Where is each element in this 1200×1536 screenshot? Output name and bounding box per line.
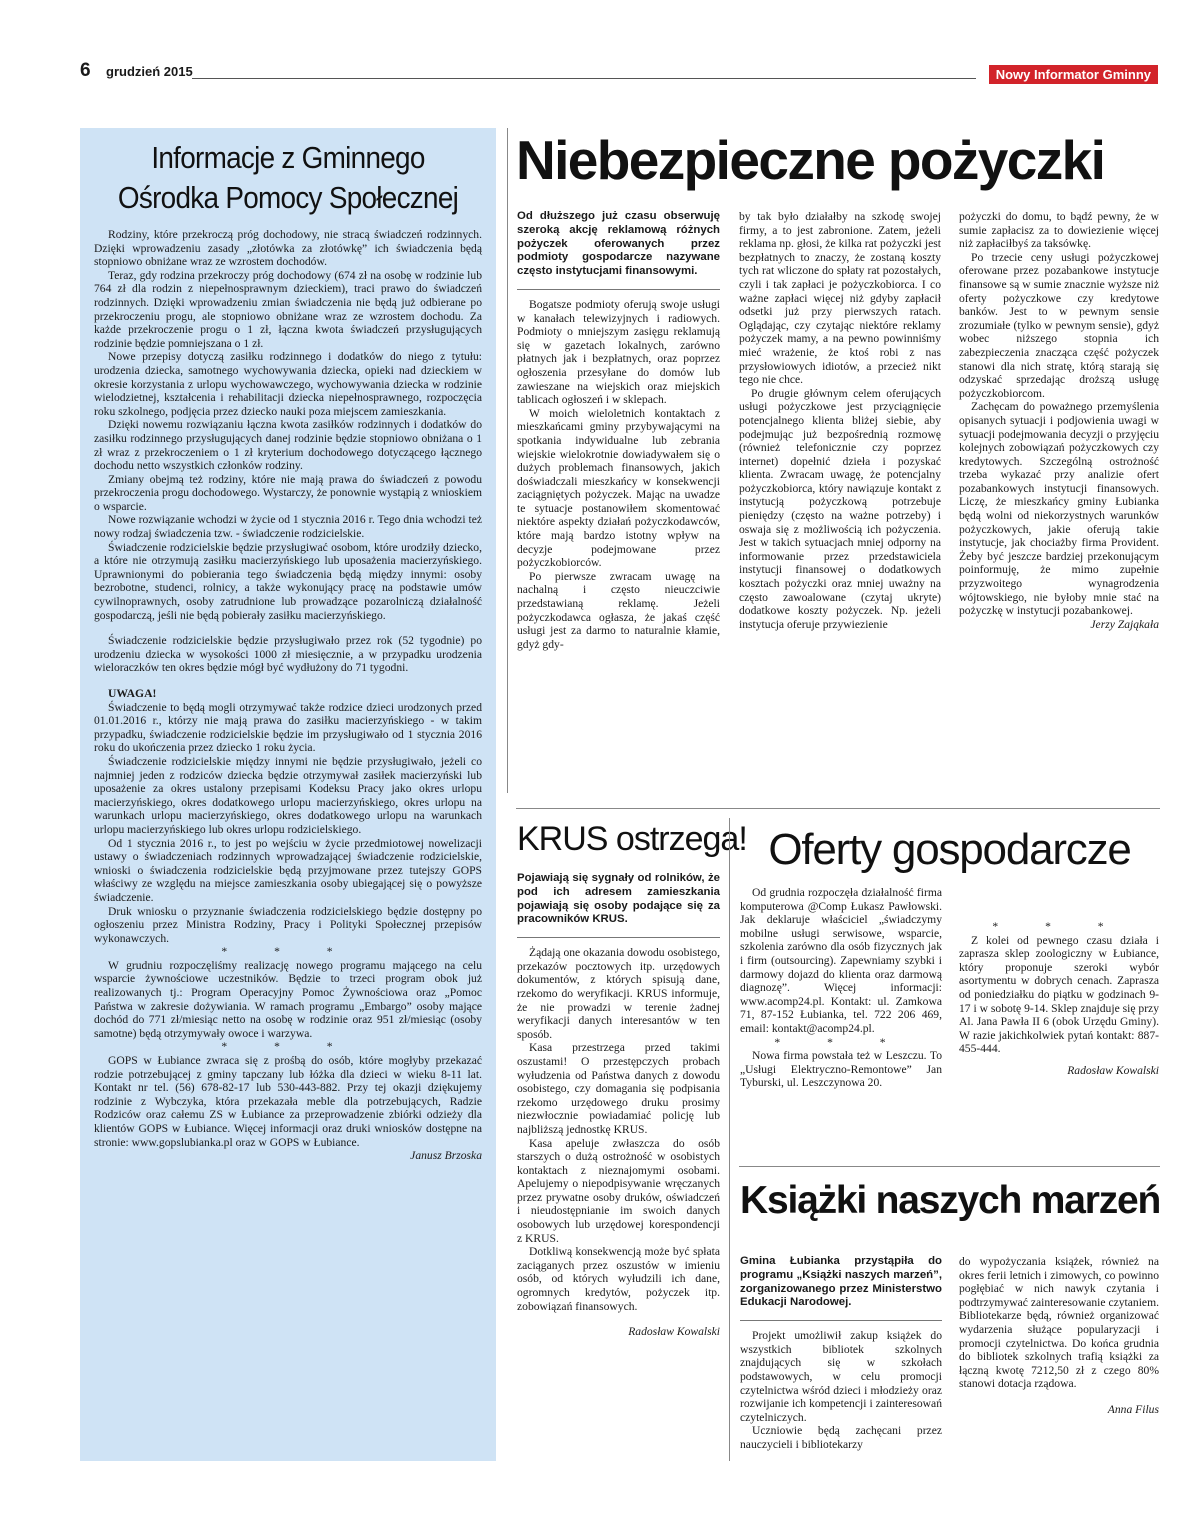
gops-paragraph: Rodziny, które przekroczą próg dochodowy, nie stracą świadczeń rodzinnych. Dzięki wprowadzeniu zasady „złotówka za złotówkę” ich świadczenia będą stopniowo obniżane wraz ze wzrostem dochodów. [94, 228, 482, 269]
lead-rule [517, 937, 720, 938]
krus-author: Radosław Kowalski [628, 1325, 720, 1339]
gops-title-line2: Ośrodka Pomocy Społecznej [117, 180, 459, 215]
section-separator: * * * [221, 1040, 355, 1054]
loans-column-3 [959, 210, 1159, 631]
gops-title [113, 138, 462, 218]
books-paragraph: Projekt umożliwił zakup książek do wszystkich bibliotek szkolnych znajdujących się w szkołach podstawowych, w celu promocji czytelnictwa wśród dzieci i młodzieży oraz rozwijanie ich kompetencji i zainteresowań czytelniczych. [740, 1329, 942, 1424]
loans-paragraph: Po trzecie ceny usługi pożyczkowej oferowane przez pozabankowe instytucje finansowe są w sumie znacznie wyższe niż oferty pożyczkowe czy kredytowe banków. Jest to w pewnym sensie zrozumiałe (tylko w pewnym sensie), gdyż wobec niższego stopnia ich zabezpieczenia znacząca część pożyczek stanowi dla nich stratę, którą starają się odzyskać sprzedając droższą usługę pożyczkobiorcom. [959, 250, 1159, 400]
gops-paragraph: Świadczenie rodzicielskie będzie przysługiwać osobom, które urodziły dziecko, a które nie otrzymują zasiłku macierzyńskiego lub uposażenia macierzyńskiego. Uprawnionymi do pobierania tego świadczenia będą między innymi: osoby bezrobotne, studenci, rolnicy, a także wykonujący pracę na podstawie umów cywilnoprawnych, osoby zatrudnione lub prowadzące pozarolniczą działalność gospodarczą, jeśli nie będą pobierały zasiłku macierzyńskiego. [94, 540, 482, 622]
loans-lead: Od dłuższego już czasu obserwuję szeroką akcję reklamową różnych pożyczek oferowanych przez podmioty gospodarcze nazywane często instytucjami finansowymi. [517, 210, 720, 278]
gops-paragraph: Świadczenie rodzicielskie będzie przysługiwało przez rok (52 tygodnie) po urodzeniu dziecka w wysokości 1000 zł miesięcznie, a w przypadku urodzenia wieloraczków ten okres będzie mógł być wydłużony do 71 tygodni. [94, 634, 482, 675]
publication-badge: Nowy Informator Gminny [989, 65, 1158, 84]
offers-paragraph: Nowa firma powstała też w Leszczu. To „Usługi Elektryczno-Remontowe” Jan Tyburski, ul. Leszczynowa 20. [740, 1049, 942, 1090]
books-column-2 [959, 1255, 1159, 1417]
lead-rule [517, 289, 720, 290]
krus-paragraph: Żądają one okazania dowodu osobistego, przekazów pocztowych itp. urzędowych dokumentów, z których spisują dane, rzekomo do weryfikacji. KRUS informuje, że nie prowadzi w terenie żadnej weryfikacji danych interesantów w ten sposób. [517, 946, 720, 1041]
loans-title: Niebezpieczne pożyczki [516, 129, 1105, 191]
krus-paragraph: Kasa przestrzega przed takimi oszustami! O przestępczych probach wyłudzenia od Państwa danych z dowodu osobistego, czy domagania się podpisania rzekomo urzędowego druku prosimy niezwłocznie powiadamiać policję lub najbliższą jednostkę KRUS. [517, 1041, 720, 1136]
loans-column-2 [739, 210, 941, 631]
page-header [80, 60, 1158, 86]
books-author: Anna Filus [1107, 1402, 1159, 1416]
gops-paragraph: GOPS w Łubiance zwraca się z prośbą do osób, które mogłyby przekazać rodzie potrzebującej z gminy tapczany lub łóżka dla dzieci w wieku 8-11 lat. Kontakt nr tel. (56) 678-82-17 lub 530-443-882. Przy tej okazji dziękujemy rodzinie z Wybczyka, która przekazała meble dla potrzebujących, Radzie Rodziców oraz całemu ZS w Łubiance za przeprowadzenie zbiórki odzieży dla klientów GOPS w Łubiance. Więcej informacji oraz druki wniosków dostępne na stronie: www.gopslubianka.pl oraz w GOPS w Łubiance. [94, 1054, 482, 1149]
loans-column-1 [517, 210, 720, 651]
krus-paragraph: Kasa apeluje zwłaszcza do osób starszych o dużą ostrożność w osobistych kontaktach z nieznajomymi osobami. Apelujemy o niepodpisywanie wręczanych przez prywatne osoby druków, oświadczeń i nieudostępnianie im swoich danych osobowych lub urzędowej korespondencji z KRUS. [517, 1136, 720, 1245]
loans-paragraph: Po pierwsze zwracam uwagę na nachalną i często nieuczciwie przedstawianą reklamę. Jeżeli pożyczkodawca ogłasza, że jakaś część usługi jest za darmo to naturalnie kłamie, gdyż gdy- [517, 569, 720, 651]
books-title: Książki naszych marzeń [740, 1179, 1161, 1222]
gops-paragraph: Teraz, gdy rodzina przekroczy próg dochodowy (674 zł na osobę w rodzinie lub 764 zł dla rodzin z niepełnosprawnym dzieckiem), traci prawo do świadczeń rodzinnych. Dzięki wprowadzeniu zmian świadczenia nie będą już odbierane po przekroczeniu progu, ale stopniowo obniżane wraz ze wzrostem dochodu. Za każde przekroczenie progu o 1 zł, łączna kwota świadczeń przysługujących rodzinie będzie pomniejszana o 1 zł. [94, 268, 482, 350]
offers-author: Radosław Kowalski [1067, 1063, 1159, 1077]
krus-article [517, 872, 720, 1339]
loans-paragraph: Bogatsze podmioty oferują swoje usługi w kanałach telewizyjnych i radiowych. Podmioty o mniejszym zasięgu reklamują się w gazetach lokalnych, zarówno płatnych jak i bezpłatnych, oraz poprzez ogłoszenia przesyłane do domów lub zawieszane na wiejskich oraz miejskich tablicach ogłoszeń i w sklepach. [517, 297, 720, 407]
section-separator: * * * [221, 945, 355, 959]
section-separator: * * * [774, 1035, 908, 1049]
loans-paragraph: W moich wieloletnich kontaktach z mieszkańcami gminy przybywającymi na spotkania indywidualne lub zebrania wiejskie wielokrotnie dowiadywałem się o dużych problemach finansowych, jakich doświadczali mieszkańcy w konsekwencji zaciągniętych pożyczek. Mając na uwadze te sytuacje postanowiłem skomentować niektóre aspekty działań pożyczkodawców, które mają bardzo istotny wpływ na decyzje podejmowane przez pożyczkobiorców. [517, 406, 720, 570]
section-rule [516, 808, 1160, 809]
loans-author: Jerzy Zająkała [1090, 617, 1159, 631]
gops-paragraph: Nowe przepisy dotyczą zasiłku rodzinnego i dodatków do niego z tytułu: urodzenia dziecka, samotnego wychowywania dziecka, opieki nad dzieckiem w okresie korzystania z urlopu wychowawczego, wychowywania dziecka w rodzinie wielodzietnej, kształcenia i rehabilitacji dziecka niepełnosprawnego, rozpoczęcia roku szkolnego, podjęcia przez dziecko nauki poza miejscem zamieszkania. [94, 350, 482, 418]
section-separator: * * * [992, 920, 1126, 933]
header-rule [192, 78, 976, 79]
krus-paragraph: Dotkliwą konsekwencją może być spłata zaciąganych przez oszustów w imieniu osób, od których wyłudzili ich dane, ogromnych kredytów, pożyczek itp. zobowiązań finansowych. [517, 1245, 720, 1313]
gops-article [80, 128, 496, 1461]
offers-column-2 [959, 886, 1159, 1078]
offers-paragraph: Z kolei od pewnego czasu działa i zaprasza sklep zoologiczny w Łubiance, który proponuje szeroki wybór asortymentu w dobrych cenach. Zaprasza od poniedziałku do piątku w godzinach 9-17 i w sobotę 9-14. Sklep znajduje się przy Al. Jana Pawła II 6 (obok Urzędu Gminy). W razie jakichkolwiek pytań kontakt: 887-455-444. [959, 933, 1159, 1056]
loans-paragraph: by tak było działałby na szkodę swojej firmy, a to jest zabronione. Zatem, jeżeli reklama np. głosi, że kilka rat pożyczki jest bezpłatnych to znaczy, że zostaną koszty tych rat wliczone do spłaty rat pozostałych, czyli i tak zapłaci je pożyczkobiorca. I co ważne zapłaci więcej niż gdyby zapłacił odsetki już przy pierwszych ratach. Oglądając, czy czytając niektóre reklamy pożyczek mamy, a na pewno powinniśmy mieć wrażenie, że ktoś robi z nas przysłowiowych idiotów, a przecież nikt tego nie chce. [739, 210, 941, 387]
issue-date: grudzień 2015 [106, 64, 193, 79]
lead-rule [740, 1320, 942, 1321]
page-number: 6 [80, 60, 91, 81]
offers-column-1 [740, 886, 942, 1090]
gops-paragraph: Nowe rozwiązanie wchodzi w życie od 1 stycznia 2016 r. Tego dnia wchodzi też nowy rodzaj świadczenia tzw. - świadczenie rodzicielskie. [94, 513, 482, 541]
gops-paragraph: Druk wniosku o przyznanie świadczenia rodzicielskiego będzie dostępny po ogłoszeniu przez Ministra Rodziny, Pracy i Polityki Społecznej przepisów wykonawczych. [94, 904, 482, 945]
books-paragraph: Uczniowie będą zachęcani przez nauczycieli i bibliotekarzy [740, 1424, 942, 1451]
gops-paragraph: Zmiany obejmą też rodziny, które nie mają prawa do świadczeń z powodu przekroczenia progu dochodowego. Wystarczy, że ponownie wystąpią z wnioskiem o wsparcie. [94, 472, 482, 513]
gops-paragraph: W grudniu rozpoczęliśmy realizację nowego programu mającego na celu wsparcie żywnościowe uczestników. Będzie to trzeci program obok już realizowanych tj.: Program Operacyjny Pomoc Żywnościowa oraz „Pomoc Państwa w zakresie dożywiania. W ramach programu „Embargo” osoby mające dochód do 771 zł/miesiąc netto na osobę w rodzinie oraz 951 zł/miesiąc (osoby samotne) będą otrzymywały owoce i warzywa. [94, 958, 482, 1040]
column-divider [729, 818, 730, 1461]
gops-author: Janusz Brzoska [410, 1149, 482, 1163]
offers-title: Oferty gospodarcze [768, 825, 1131, 874]
krus-lead: Pojawiają się sygnały od rolników, że pod ich adresem zamieszkania pojawiają się osoby podające się za pracowników KRUS. [517, 872, 720, 926]
books-lead: Gmina Łubianka przystąpiła do programu „Książki naszych marzeń”, zorganizowanego przez Ministerstwo Edukacji Narodowej. [740, 1255, 942, 1309]
loans-paragraph: Zachęcam do poważnego przemyślenia opisanych sytuacji i podjowienia uwagi w sytuacji podejmowania decyzji o przyjęciu kolejnych zobowiązań pożyczkowych czy kredytowych. Szczególną ostrożność trzeba wykazać przy analizie ofert pozabankowych instytucji finansowych. Liczę, że mieszkańcy gminy Łubianka będą wolni od niekorzystnych warunków pożyczkowych, jakie oferują takie instytucje, jak chociażby firma Provident. Żeby być jeszcze bardziej przekonującym poinformuję, że mimo zupełnie przyzwoitego wynagrodzenia wójtowskiego, nie byłoby mnie stać na pożyczkę w instytucji pozabankowej. [959, 400, 1159, 618]
krus-title: KRUS ostrzega! [517, 820, 747, 858]
gops-warning-heading: UWAGA! [108, 687, 157, 700]
loans-paragraph: pożyczki do domu, to bądź pewny, że w sumie zapłacisz za to dowiezienie więcej niż zapłaciłbyś za taksówkę. [959, 210, 1159, 251]
column-divider [507, 128, 508, 793]
loans-paragraph: Po drugie głównym celem oferujących usługi pożyczkowe jest przyciągnięcie potencjalnego klienta bliżej siebie, aby podejmując już bezpośrednią rozmowę (również telefonicznie czy poprzez internet) dopełnić dzieła i pozyskać klienta. Zwracam uwagę, że potencjalny pożyczkobiorca, który nawiązuje kontakt z instytucją pożyczkową potrzebuje pieniędzy (często na ważne potrzeby) i oswaja się z możliwością ich pożyczenia. Jest w takich sytuacjach mniej odporny na informowanie przez przedstawiciela instytucji finansowej o dodatkowych kosztach pożyczki oraz mniej uważny na często zawoalowane (czytaj ukryte) dodatkowe koszty pożyczek. Np. jeżeli instytucja oferuje przywiezienie [739, 386, 941, 631]
books-column-1 [740, 1255, 942, 1452]
gops-body [94, 228, 482, 1163]
gops-paragraph: Od 1 stycznia 2016 r., to jest po wejściu w życie przedmiotowej nowelizacji ustawy o świadczeniach rodzinnych wprowadzającej świadczenie rodzicielskie, wnioski o świadczenia rodzicielskie będą przyjmowane przez tutejszy GOPS właściwy ze względu na miejsce zamieszkania osoby ubiegającej się o powyższe świadczenie. [94, 836, 482, 904]
section-rule [739, 1166, 1160, 1167]
gops-title-line1: Informacje z Gminnego [151, 140, 425, 175]
gops-paragraph: Dzięki nowemu rozwiązaniu łączna kwota zasiłków rodzinnych i dodatków do zasiłku rodzinnego przysługujących danej rodzinie będzie stopniowo obniżana o 1 zł wraz z przekroczeniem o 1 zł kryterium dochodowego dotyczącego łącznego dochodu netto wszystkich członków rodziny. [94, 418, 482, 473]
gops-paragraph: Świadczenie rodzicielskie między innymi nie będzie przysługiwało, jeżeli co najmniej jeden z rodziców dziecka będzie otrzymywał zasiłek macierzyński lub uposażenie za okres ustalony przepisami Kodeksu Pracy jako okres urlopu macierzyńskiego, okres dodatkowego urlopu macierzyńskiego, okres urlopu na warunkach urlopu macierzyńskiego, okres dodatkowego urlopu na warunkach urlopu macierzyńskiego lub okres urlopu rodzicielskiego. [94, 754, 482, 836]
books-paragraph: do wypożyczania książek, również na okres ferii letnich i zimowych, co powinno pogłębiać w nich nawyk czytania i podtrzymywać zainteresowanie czytaniem. Bibliotekarze będą, również organizować wydarzenia służące popularyzacji i promocji czytelnictwa. Do końca grudnia do bibliotek szkolnych trafią książki za łączną kwotę 7212,50 zł z czego 80% stanowi dotacja rządowa. [959, 1255, 1159, 1391]
gops-paragraph: Świadczenie to będą mogli otrzymywać także rodzice dzieci urodzonych przed 01.01.2016 r., którzy nie mają prawa do zasiłku macierzyńskiego - w takim przypadku, świadczenie rodzicielskie będzie im przysługiwało od 1 stycznia 2016 roku do ukończenia przez dziecko 1 roku życia. [94, 700, 482, 755]
offers-paragraph: Od grudnia rozpoczęła działalność firma komputerowa @Comp Łukasz Pawłowski. Jak deklaruje właściciel „świadczymy mobilne usługi serwisowe, wsparcie, szkolenia zarówno dla osób fizycznych jak i firm (outsourcing). Zapewniamy szybki i darmowy dojazd do klienta oraz darmową diagnozę”. Więcej informacji: www.acomp24.pl. Kontakt: ul. Zamkowa 71, 87-152 Łubianka, tel. 722 206 469, email: kontakt@acomp24.pl. [740, 886, 942, 1035]
